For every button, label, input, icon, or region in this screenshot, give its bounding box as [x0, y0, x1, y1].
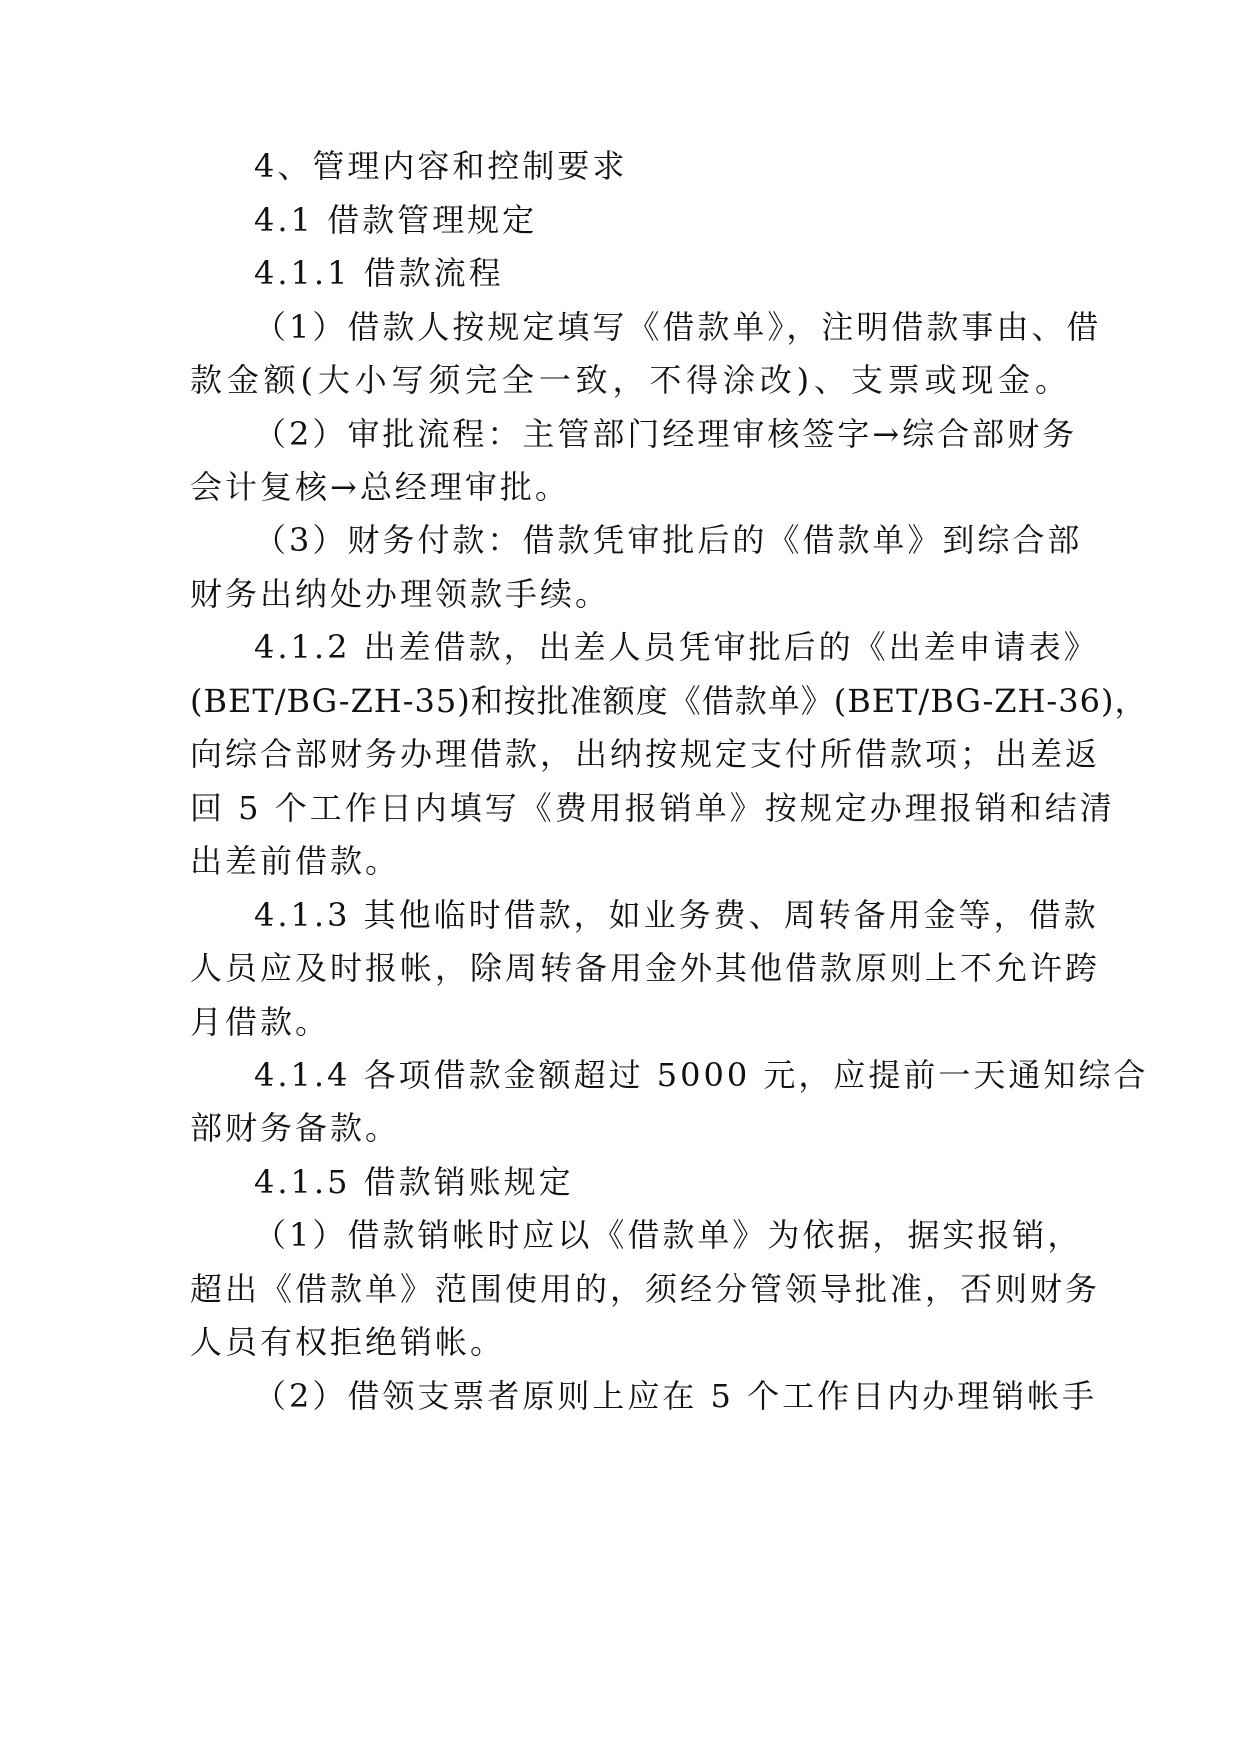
paragraph-line: 出差前借款。: [190, 842, 401, 880]
paragraph-line: 会计复核→总经理审批。: [190, 468, 570, 506]
subsection-heading-4-1: 4.1 借款管理规定: [254, 201, 538, 239]
paragraph-line: 4.1.4 各项借款金额超过 5000 元，应提前一天通知综合: [254, 1056, 1149, 1094]
paragraph-line: 超出《借款单》范围使用的，须经分管领导批准，否则财务: [190, 1270, 1101, 1308]
section-heading-4: 4、管理内容和控制要求: [254, 147, 628, 185]
paragraph-line: 向综合部财务办理借款，出纳按规定支付所借款项；出差返: [190, 735, 1101, 773]
paragraph-line: 款金额(大小写须完全一致，不得涂改)、支票或现金。: [190, 361, 1070, 399]
subsection-heading-4-1-1: 4.1.1 借款流程: [254, 254, 504, 292]
paragraph-line: （1）借款销帐时应以《借款单》为依据，据实报销，: [254, 1216, 1083, 1254]
paragraph-line: 人员应及时报帐，除周转备用金外其他借款原则上不允许跨: [190, 949, 1101, 987]
paragraph-line: （2）借领支票者原则上应在 5 个工作日内办理销帐手: [254, 1377, 1098, 1415]
paragraph-line: （3）财务付款：借款凭审批后的《借款单》到综合部: [254, 521, 1083, 559]
paragraph-line: 人员有权拒绝销帐。: [190, 1323, 506, 1361]
paragraph-line: 4.1.2 出差借款，出差人员凭审批后的《出差申请表》: [254, 628, 1099, 666]
paragraph-line: （1）借款人按规定填写《借款单》，注明借款事由、借: [254, 308, 1102, 346]
paragraph-line: 回 5 个工作日内填写《费用报销单》按规定办理报销和结清: [190, 789, 1115, 827]
paragraph-line: （2）审批流程：主管部门经理审核签字→综合部财务: [254, 415, 1078, 453]
paragraph-line: 财务出纳处办理领款手续。: [190, 575, 611, 613]
paragraph-line: 4.1.3 其他临时借款，如业务费、周转备用金等，借款: [254, 896, 1099, 934]
paragraph-line: 部财务备款。: [190, 1109, 401, 1147]
paragraph-line: (BET/BG-ZH-35)和按批准额度《借款单》(BET/BG-ZH-36)，: [190, 682, 1148, 720]
subsection-heading-4-1-5: 4.1.5 借款销账规定: [254, 1163, 574, 1201]
paragraph-line: 月借款。: [190, 1003, 331, 1041]
